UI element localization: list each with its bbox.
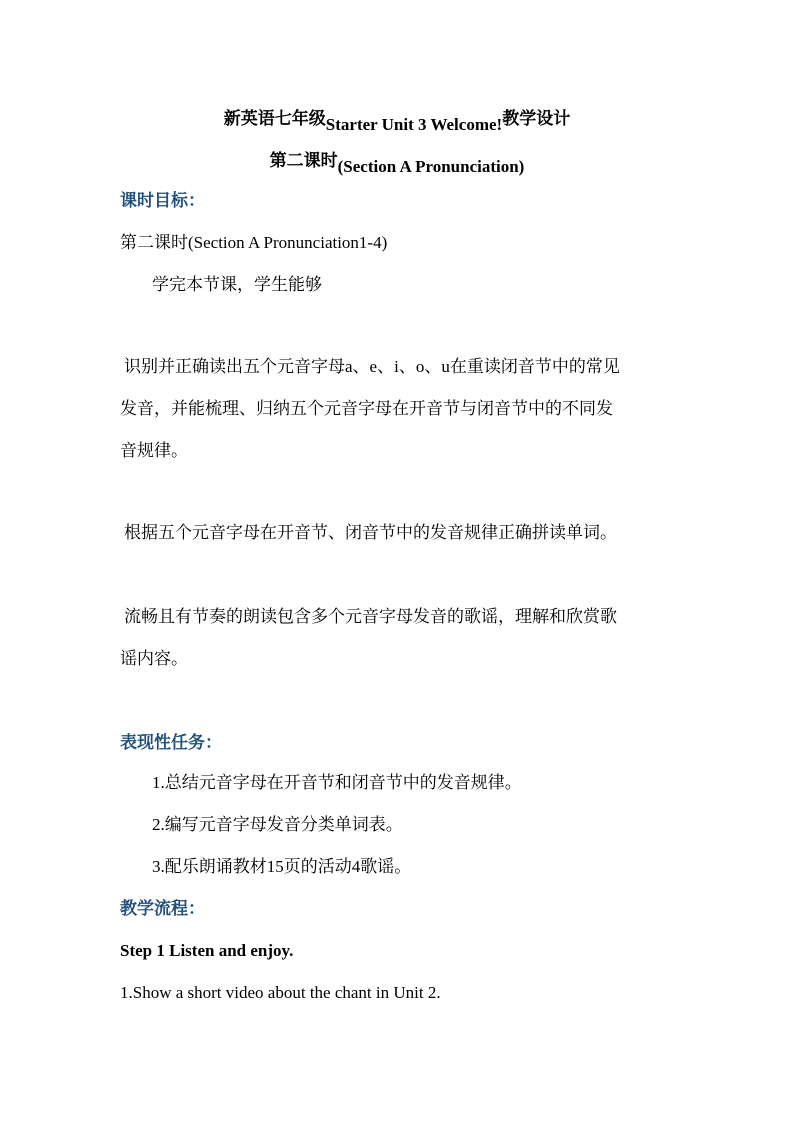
document-title [0, 104, 794, 134]
title-chinese-prefix: 新英语七年级 [223, 109, 326, 128]
lesson-line: 第二课时(Section A Pronunciation1-4) [120, 233, 388, 252]
objective-3-line-1: 流畅且有节奏的朗读包含多个元音字母发音的歌谣，理解和欣赏歌 [124, 607, 617, 626]
document-subtitle [0, 146, 794, 176]
subtitle-section: (Section A Pronunciation) [337, 157, 525, 176]
objective-1-line-1: 识别并正确读出五个元音字母a、e、i、o、u在重读闭音节中的常见 [124, 357, 620, 376]
intro-text: 学完本节课，学生能够 [152, 275, 322, 294]
objective-1-line-2: 发音，并能梳理、归纳五个元音字母在开音节与闭音节中的不同发 [120, 399, 613, 418]
tasks-heading: 表现性任务： [120, 733, 222, 752]
title-unit-name: Starter Unit 3 Welcome! [325, 115, 503, 134]
step-1-heading: Step 1 Listen and enjoy. [120, 941, 294, 960]
objective-3-line-2: 谣内容。 [120, 649, 188, 668]
task-item-1: 1.总结元音字母在开音节和闭音节中的发音规律。 [152, 773, 522, 792]
subtitle-lesson: 第二课时 [269, 151, 338, 170]
objectives-heading: 课时目标： [120, 191, 205, 210]
task-item-3: 3.配乐朗诵教材15页的活动4歌谣。 [152, 857, 412, 876]
objective-2: 根据五个元音字母在开音节、闭音节中的发音规律正确拼读单词。 [124, 523, 617, 542]
step-1-item-1: 1.Show a short video about the chant in Unit 2. [120, 983, 441, 1002]
task-item-2: 2.编写元音字母发音分类单词表。 [152, 815, 403, 834]
process-heading: 教学流程： [120, 899, 205, 918]
objective-1-line-3: 音规律。 [120, 441, 188, 460]
title-chinese-suffix: 教学设计 [502, 109, 571, 128]
